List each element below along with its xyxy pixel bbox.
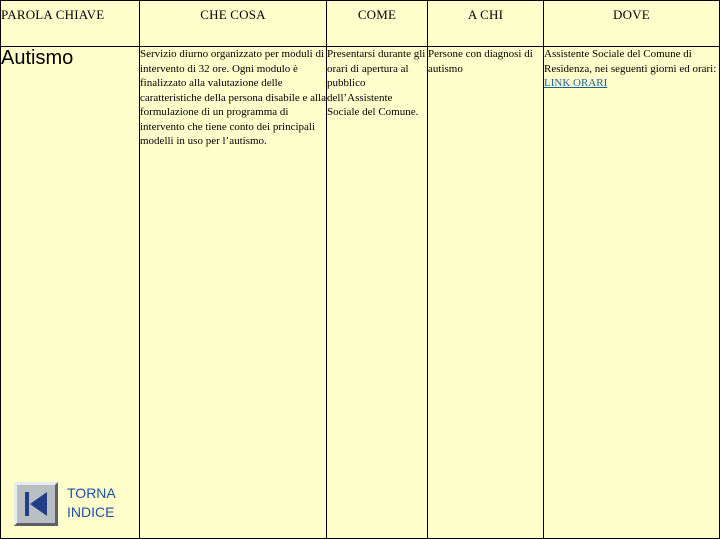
back-label-line1: TORNA	[67, 485, 116, 501]
how-cell: Presentarsi durante gli orari di apertura al pubblico dell’Assistente Sociale del Comune.	[327, 47, 428, 539]
what-cell: Servizio diurno organizzato per moduli di intervento di 32 ore. Ogni modulo è finalizzato alla valutazione delle caratteristiche della persona disabile e alla formulazione di un programma di intervento che tiene conto dei principali modelli in uso per l’autismo.	[140, 47, 327, 539]
keyword-cell	[1, 47, 140, 539]
back-label-line2: INDICE	[67, 504, 115, 520]
back-arrow-icon	[17, 485, 55, 523]
table-row	[1, 47, 720, 539]
header-what: CHE COSA	[140, 1, 327, 47]
header-where: DOVE	[544, 1, 720, 47]
link-orari[interactable]: LINK ORARI	[544, 77, 608, 89]
header-how: COME	[327, 1, 428, 47]
header-who: A CHI	[428, 1, 544, 47]
where-cell	[544, 47, 720, 539]
back-to-index-label[interactable]	[67, 484, 116, 522]
header-keyword: PAROLA CHIAVE	[1, 1, 140, 47]
where-text: Assistente Sociale del Comune di Residenza, nei seguenti giorni ed orari:	[544, 48, 717, 75]
back-to-index-button[interactable]	[14, 482, 58, 526]
who-cell: Persone con diagnosi di autismo	[428, 47, 544, 539]
header-row	[1, 1, 720, 47]
keyword-text: Autismo	[1, 47, 74, 69]
